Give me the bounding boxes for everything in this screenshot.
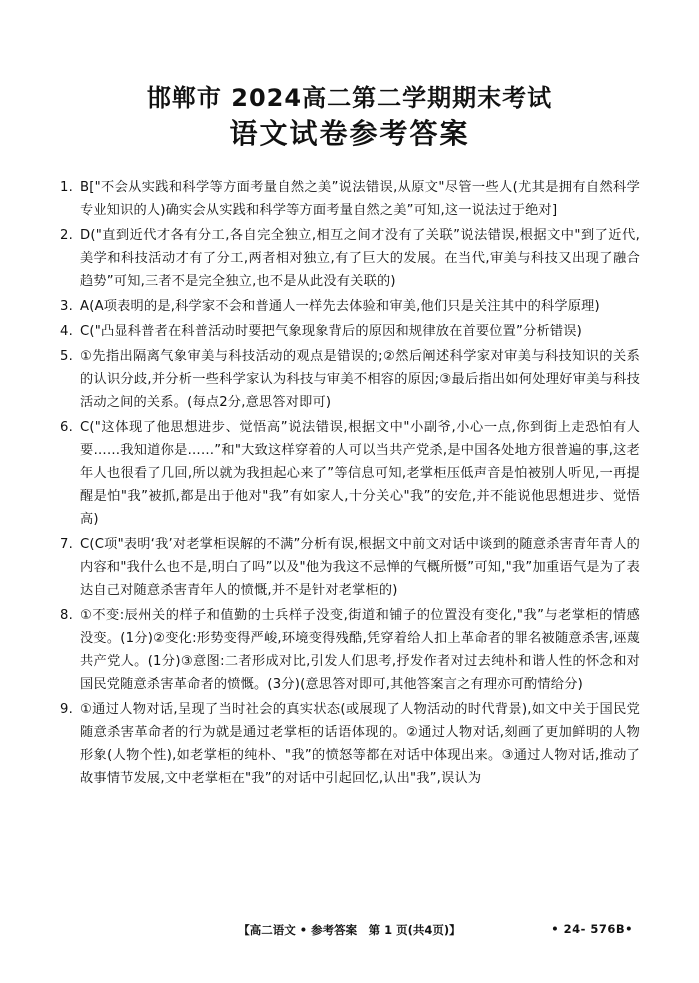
answer-item-7 — [60, 533, 640, 602]
answer-number: 1. — [60, 180, 73, 195]
page-footer — [0, 922, 699, 938]
answer-item-1 — [60, 176, 640, 222]
answer-text: ①通过人物对话,呈现了当时社会的真实状态(或展现了人物活动的时代背景),如文中关于国民党随意杀害革命者的行为就是通过老掌柜的话语体现的。②通过人物对话,刻画了更加鲜明的人物形象(人物个性),如老掌柜的纯朴、"我”的愤怒等都在对话中体现出来。③通过人物对话,推动了故事情节发展,文中老掌柜在"我”的对话中引起回忆,认出"我”,误认为 — [80, 702, 640, 786]
answer-item-8 — [60, 604, 640, 696]
answer-key-title: 语文试卷参考答案 — [229, 117, 470, 150]
answer-item-5 — [60, 345, 640, 414]
answer-number: 3. — [60, 299, 73, 314]
answer-number: 6. — [60, 420, 73, 435]
answer-number: 8. — [60, 608, 73, 623]
answer-item-2 — [60, 224, 640, 293]
footer-code: • 24- 576B• — [551, 922, 633, 936]
answer-list — [60, 176, 640, 792]
answer-item-4 — [60, 320, 640, 343]
answer-number: 9. — [60, 702, 73, 717]
answer-item-3 — [60, 295, 640, 318]
exam-title: 邯郸市 2024高二第二学期期末考试 — [146, 84, 553, 112]
answer-text: ①不变:辰州关的样子和值勤的士兵样子没变,街道和铺子的位置没有变化,"我”与老掌柜的情感没变。(1分)②变化:形势变得严峻,环境变得残酷,凭穿着给人扣上革命者的罪名被随意杀害,诬蔑共产党人。(1分)③意图:二者形成对比,引发人们思考,抒发作者对过去纯朴和谐人性的怀念和对国民党随意杀害革命者的愤慨。(3分)(意思答对即可,其他答案言之有理亦可酌情给分) — [80, 608, 640, 692]
answer-text: C(C项"表明‘我’对老掌柜误解的不满”分析有误,根据文中前文对话中谈到的随意杀害青年青人的内容和"我什么也不是,明白了吗”以及"他为我这不忌惮的气概所慑”可知,"我”加重语气是为了表达自己对随意杀害青年人的愤慨,并不是针对老掌柜的) — [80, 537, 640, 598]
answer-number: 4. — [60, 324, 73, 339]
answer-number: 2. — [60, 228, 73, 243]
answer-text: D("直到近代才各有分工,各自完全独立,相互之间才没有了关联”说法错误,根据文中"到了近代,美学和科技活动才有了分工,两者相对独立,有了巨大的发展。在当代,审美与科技又出现了融合趋势”可知,三者不是完全独立,也不是从此没有关联的) — [80, 228, 640, 289]
answer-text: C("凸显科普者在科普活动时要把气象现象背后的原因和规律放在首要位置”分析错误) — [80, 324, 582, 339]
answer-text: C("这体现了他思想进步、觉悟高”说法错误,根据文中"小副爷,小心一点,你到街上走恐怕有人要……我知道你是……”和"大致这样穿着的人可以当共产党杀,是中国各处地方很普遍的事,这老年人也很看了几回,所以就为我担起心来了”等信息可知,老掌柜压低声音是怕被别人听见,一再提醒是怕"我”被抓,都是出于他对"我”有如家人,十分关心"我”的安危,并不能说他思想进步、觉悟高) — [80, 420, 640, 527]
answer-text: A(A项表明的是,科学家不会和普通人一样先去体验和审美,他们只是关注其中的科学原理) — [80, 299, 600, 314]
answer-item-6 — [60, 416, 640, 531]
answer-text: B["不会从实践和科学等方面考量自然之美”说法错误,从原文"尽管一些人(尤其是拥有自然科学专业知识的人)确实会从实践和科学等方面考量自然之美”可知,这一说法过于绝对] — [80, 180, 640, 218]
answer-text: ①先指出隔离气象审美与科技活动的观点是错误的;②然后阐述科学家对审美与科技知识的关系的认识分歧,并分析一些科学家认为科技与审美不相容的原因;③最后指出如何处理好审美与科技活动之间的关系。(每点2分,意思答对即可) — [80, 349, 640, 410]
footer-page-info: 【高二语文 • 参考答案 第 1 页(共4页)】 — [238, 923, 461, 937]
answer-number: 7. — [60, 537, 73, 552]
answer-item-9 — [60, 698, 640, 790]
answer-number: 5. — [60, 349, 73, 364]
